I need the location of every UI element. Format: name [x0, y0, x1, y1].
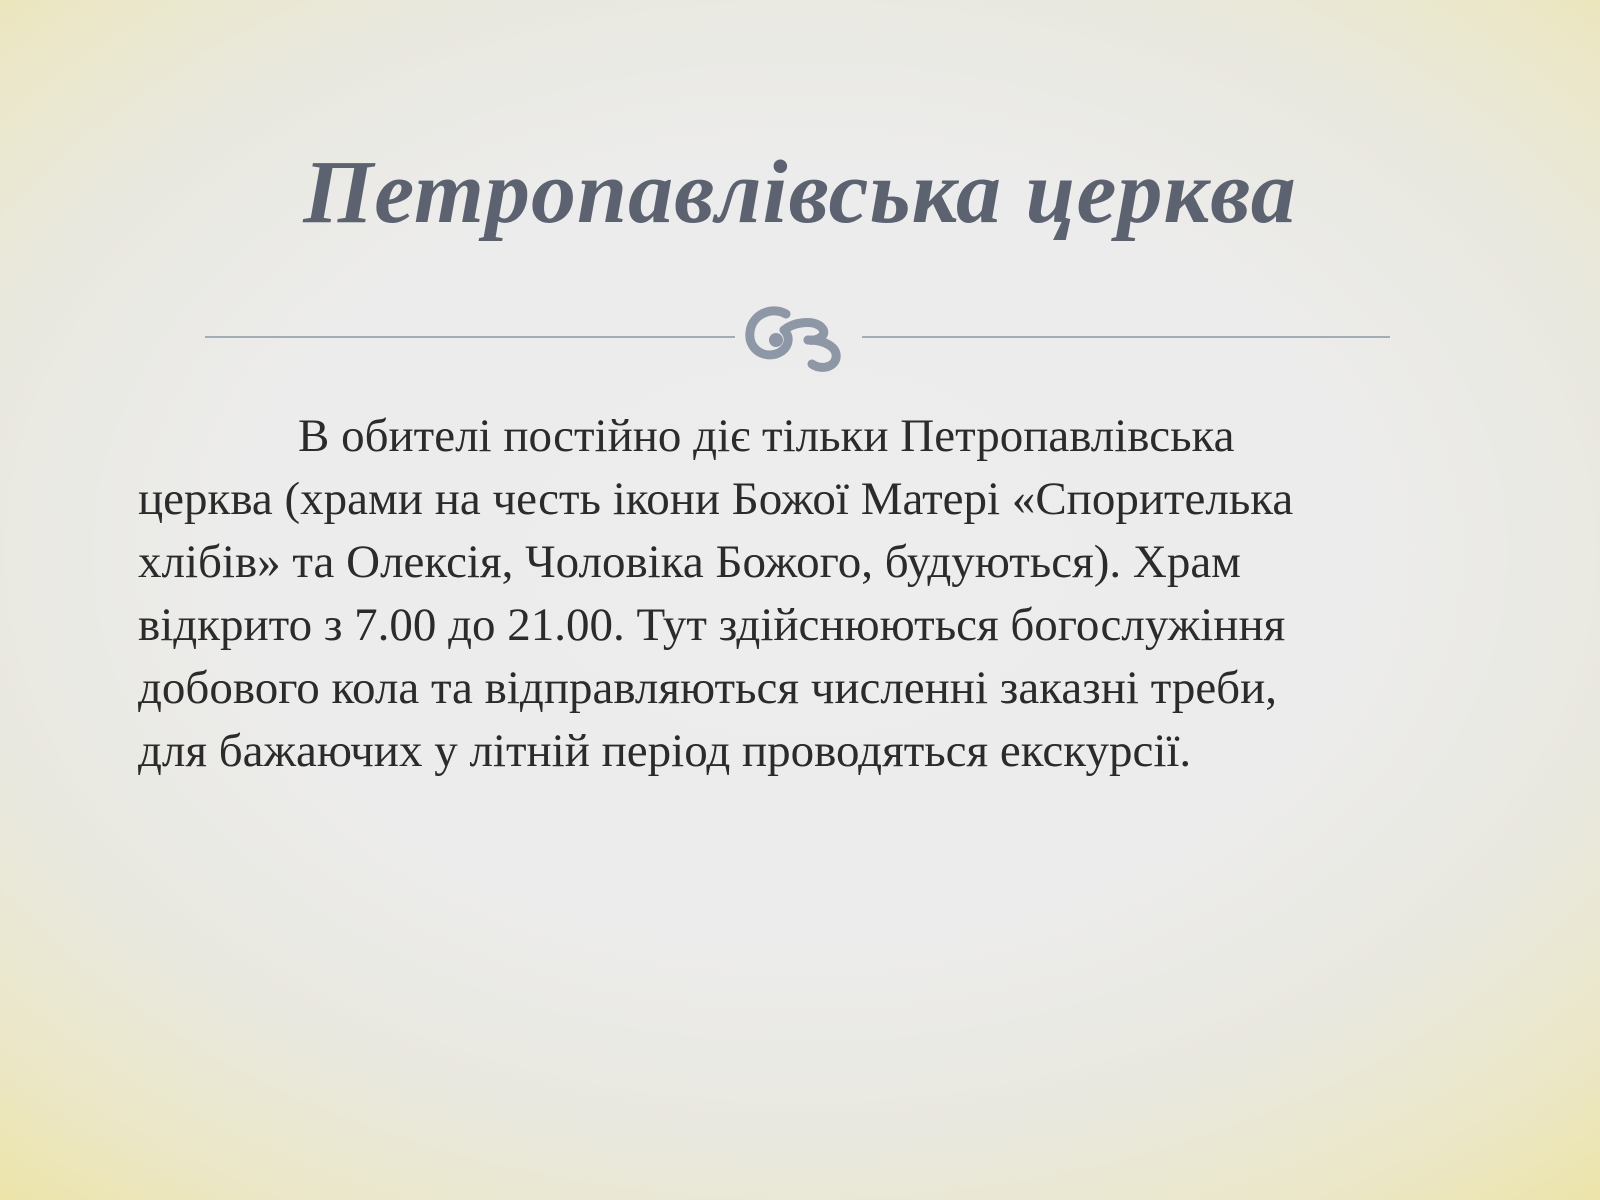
- divider-line-right: [862, 336, 1390, 338]
- title-divider: [0, 296, 1600, 376]
- body-line: добового кола та відправляються численні заказні треби,: [138, 662, 1277, 714]
- scroll-ornament-icon: [742, 296, 858, 376]
- slide-title: Петропавлівська церква: [303, 143, 1297, 242]
- body-line: для бажаючих у літній період проводяться екскурсії.: [138, 725, 1192, 777]
- divider-line-left: [205, 336, 735, 338]
- body-line: В обителі постійно діє тільки Петропавлівська: [298, 410, 1235, 462]
- body-line: відкрито з 7.00 до 21.00. Тут здійснюються богослужіння: [138, 599, 1286, 651]
- body-line: хлібів» та Олексія, Чоловіка Божого, будуються). Храм: [138, 536, 1241, 588]
- body-line: церква (храми на честь ікони Божої Матері «Спорителька: [138, 473, 1294, 525]
- body-paragraph: [138, 405, 1458, 783]
